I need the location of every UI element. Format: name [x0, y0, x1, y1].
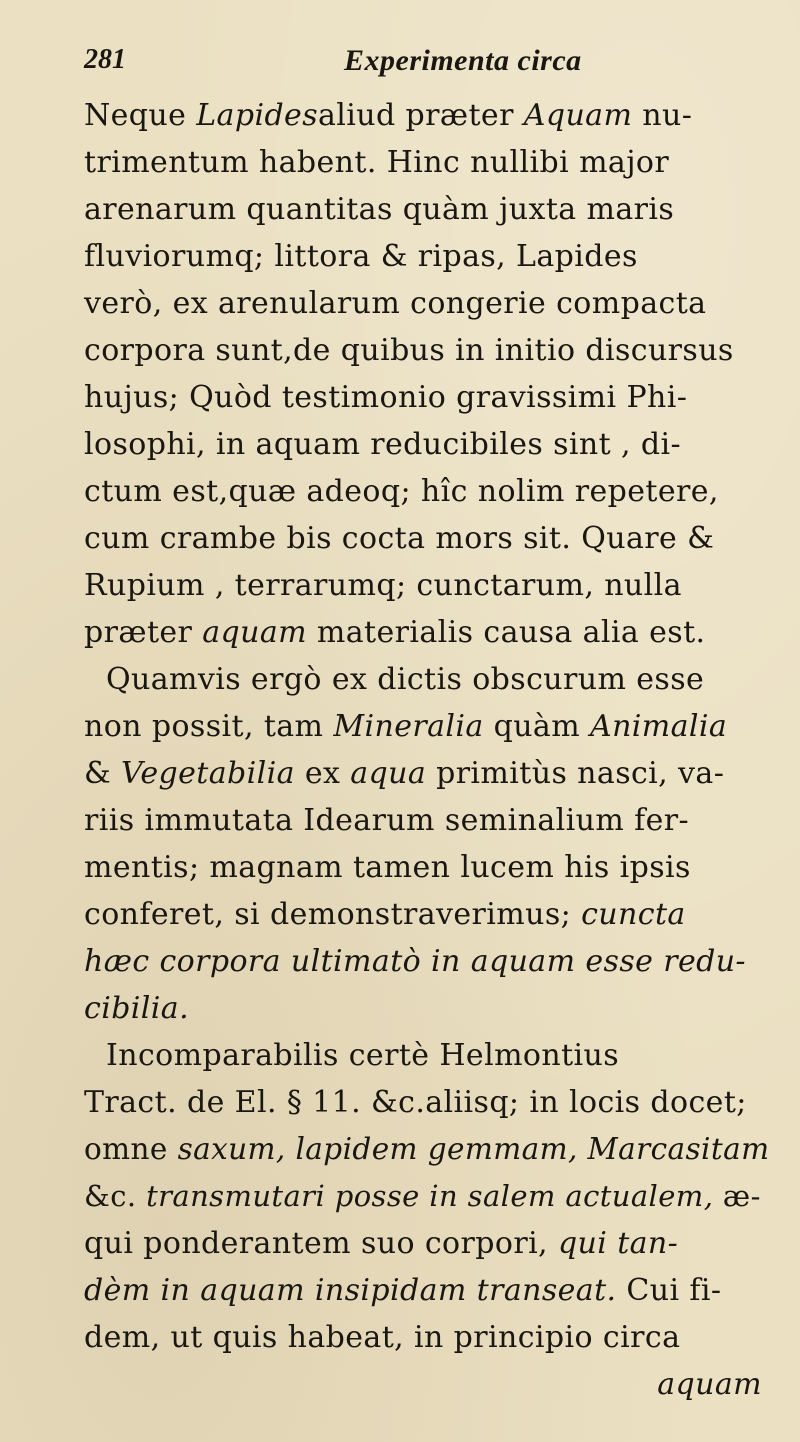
italic-text: Lapides [196, 98, 318, 133]
roman-text: conferet, si demonstraverimus; [84, 897, 582, 932]
italic-text: dèm in aquam insipidam transeat. [84, 1273, 617, 1308]
italic-text: Aquam [523, 98, 633, 133]
roman-text: arenarum quantitas quàm juxta maris [84, 192, 675, 227]
roman-text: Tract. de El. § 11. &c.aliisq; in locis docet; [84, 1085, 747, 1120]
text-line [84, 139, 770, 186]
text-line [84, 374, 770, 421]
roman-text: Incomparabilis certè Helmontius [106, 1038, 620, 1073]
roman-text: quàm [483, 709, 590, 744]
roman-text: primitùs nasci, va- [426, 756, 725, 791]
italic-text: aqua [350, 756, 427, 791]
text-line [84, 750, 770, 797]
roman-text: trimentum habent. Hinc nullibi major [84, 145, 670, 180]
roman-text: aliud præter [318, 98, 524, 133]
italic-text: Animalia [590, 709, 728, 744]
roman-text: non possit, tam [84, 709, 334, 744]
italic-text: aquam [202, 615, 307, 650]
italic-text: aquam [657, 1367, 762, 1402]
roman-text: cum crambe bis cocta mors sit. Quare & [84, 521, 715, 556]
text-line [84, 562, 770, 609]
italic-text: cibilia. [84, 991, 190, 1026]
roman-text: mentis; magnam tamen lucem his ipsis [84, 850, 691, 885]
text-line [84, 891, 770, 938]
roman-text: & [84, 756, 122, 791]
roman-text: riis immutata Idearum seminalium fer- [84, 803, 690, 838]
italic-text: qui tan- [557, 1226, 679, 1261]
roman-text: Quamvis ergò ex dictis obscurum esse [106, 662, 705, 697]
text-line [84, 844, 770, 891]
roman-text: ctum est,quæ adeoq; hîc nolim repetere, [84, 474, 719, 509]
text-line [84, 1314, 770, 1361]
roman-text: corpora sunt,de quibus in initio discursus [84, 333, 734, 368]
italic-text: Vegetabilia [121, 756, 295, 791]
italic-text: saxum, lapidem gemmam, Marcasitam [177, 1132, 770, 1166]
text-line [84, 468, 770, 515]
roman-text: præter [84, 615, 203, 650]
roman-text: verò, ex arenularum congerie compacta [84, 286, 707, 321]
roman-text: dem, ut quis habeat, in principio circa [84, 1320, 681, 1355]
text-line [84, 1361, 770, 1408]
text-line [84, 1079, 770, 1126]
text-line [84, 609, 770, 656]
roman-text: Rupium , terrarumq; cunctarum, nulla [84, 568, 682, 603]
text-line [84, 1032, 770, 1079]
roman-text: hujus; Quòd testimonio gravissimi Phi- [84, 380, 688, 415]
text-line [84, 1126, 770, 1173]
roman-text: &c. [84, 1179, 147, 1213]
roman-text: omne [84, 1132, 178, 1166]
roman-text: losophi, in aquam reducibiles sint , di- [84, 427, 682, 462]
text-line [84, 703, 770, 750]
text-line [84, 515, 770, 562]
text-line [84, 327, 770, 374]
text-line [84, 938, 770, 985]
roman-text: Cui fi- [616, 1273, 722, 1308]
page-number: 281 [84, 44, 126, 75]
roman-text: qui ponderantem suo corpori, [84, 1226, 558, 1261]
roman-text: fluviorumq; littora & ripas, Lapides [84, 239, 638, 274]
running-title: Experimenta circa [344, 44, 582, 77]
text-line [84, 1220, 770, 1267]
text-line [84, 186, 770, 233]
text-line [84, 233, 770, 280]
italic-text: cuncta [581, 897, 686, 932]
italic-text: transmutari posse in salem actualem, [146, 1179, 714, 1213]
body-text [84, 92, 770, 1408]
text-line [84, 1267, 770, 1314]
roman-text: æ- [713, 1179, 761, 1213]
text-line [84, 280, 770, 327]
text-line [84, 92, 770, 139]
roman-text: Neque [84, 98, 197, 133]
roman-text: ex [294, 756, 351, 791]
running-head [84, 44, 764, 84]
italic-text: hæc corpora ultimatò in aquam esse redu- [84, 944, 746, 979]
roman-text: nu- [632, 98, 693, 133]
italic-text: Mineralia [333, 709, 484, 744]
text-line [84, 797, 770, 844]
text-line [84, 421, 770, 468]
text-line [84, 985, 770, 1032]
text-line [84, 656, 770, 703]
text-line [84, 1173, 770, 1220]
roman-text: materialis causa alia est. [306, 615, 706, 650]
